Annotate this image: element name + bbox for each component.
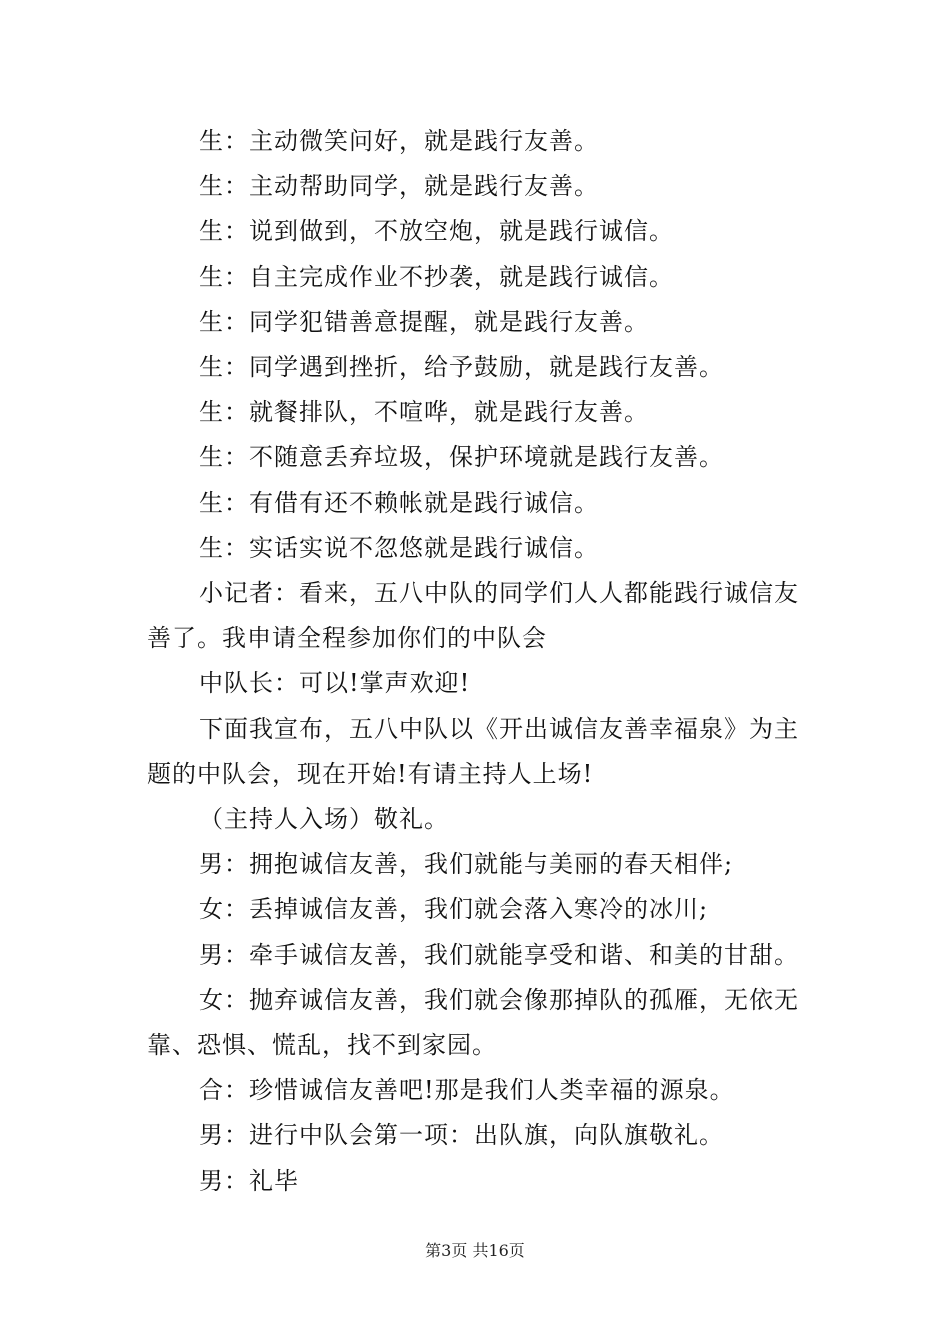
paragraph: 生：主动帮助同学，就是践行友善。: [199, 172, 599, 201]
paragraph: 中队长：可以!掌声欢迎!: [199, 669, 471, 698]
paragraph: 生：同学犯错善意提醒，就是践行友善。: [199, 307, 649, 336]
paragraph: 生：就餐排队，不喧哗，就是践行友善。: [199, 398, 649, 427]
paragraph: 合：珍惜诚信友善吧!那是我们人类幸福的源泉。: [199, 1076, 735, 1105]
paragraph: 生：有借有还不赖帐就是践行诚信。: [199, 488, 599, 517]
document-body: [147, 119, 812, 1204]
paragraph: 男：进行中队会第一项：出队旗，向队旗敬礼。: [199, 1121, 724, 1150]
paragraph: 女：丢掉诚信友善，我们就会落入寒冷的冰川;: [199, 895, 709, 924]
paragraph: 男：牵手诚信友善，我们就能享受和谐、和美的甘甜。: [199, 940, 799, 969]
paragraph: 男：拥抱诚信友善，我们就能与美丽的春天相伴;: [199, 850, 734, 879]
paragraph: 生：不随意丢弃垃圾，保护环境就是践行友善。: [199, 443, 724, 472]
paragraph: 生：同学遇到挫折，给予鼓励，就是践行友善。: [199, 353, 724, 382]
paragraph: 男：礼毕: [199, 1166, 299, 1195]
paragraph: 女：抛弃诚信友善，我们就会像那掉队的孤雁，无依无靠、恐惧、慌乱，找不到家园。: [147, 985, 799, 1060]
paragraph: 下面我宣布，五八中队以《开出诚信友善幸福泉》为主题的中队会，现在开始!有请主持人上场!: [147, 714, 799, 788]
paragraph: （主持人入场）敬礼。: [199, 805, 449, 834]
paragraph: 生：实话实说不忽悠就是践行诚信。: [199, 533, 599, 562]
page-footer: 第3页 共16页: [425, 1241, 525, 1260]
paragraph: 生：说到做到，不放空炮，就是践行诚信。: [199, 217, 674, 246]
paragraph: 生：自主完成作业不抄袭，就是践行诚信。: [199, 262, 674, 291]
paragraph: 小记者：看来，五八中队的同学们人人都能践行诚信友善了。我申请全程参加你们的中队会: [147, 579, 799, 653]
paragraph: 生：主动微笑问好，就是践行友善。: [199, 127, 599, 155]
